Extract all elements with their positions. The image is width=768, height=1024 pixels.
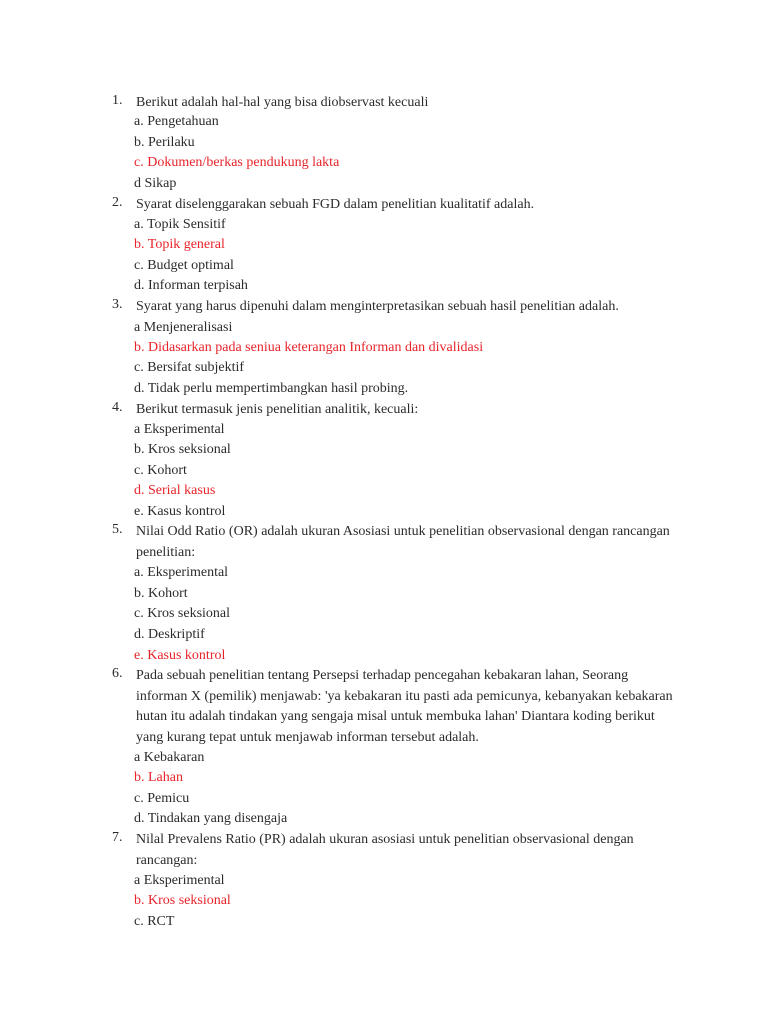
option-c-correct: c. Dokumen/berkas pendukung lakta [134, 155, 340, 170]
option-c: c. Kohort [134, 463, 187, 478]
option-c: c. RCT [134, 914, 175, 929]
option-a: a Menjeneralisasi [134, 320, 233, 335]
option-b-correct: b. Didasarkan pada seniua keterangan Informan dan divalidasi [134, 340, 484, 355]
option-c: c. Bersifat subjektif [134, 360, 245, 375]
question-text: Pada sebuah penelitian tentang Persepsi terhadap pencegahan kebakaran lahan, Seorang informan X (pemilik) menjawab: 'ya kebakaran itu pasti ada pemicunya, kebanyakan kebakaran hutan itu adalah tindakan yang sengaja misal untuk membuka lahan' Diantara koding berikut yang kurang tepat untuk menjawab informan tersebut adalah. [136, 668, 673, 745]
option-a: a Eksperimental [134, 873, 225, 888]
option-d: d. Informan terpisah [134, 278, 248, 293]
option-a: a. Pengetahuan [134, 114, 219, 129]
option-c: c. Kros seksional [134, 606, 231, 621]
option-d: d Sikap [134, 176, 177, 191]
question-text: Syarat diselenggarakan sebuah FGD dalam penelitian kualitatif adalah. [136, 197, 535, 212]
option-a: a. Topik Sensitif [134, 217, 226, 232]
question-number: 3. [112, 297, 123, 312]
option-d: d. Tidak perlu mempertimbangkan hasil probing. [134, 381, 409, 396]
question-text: Berikut termasuk jenis penelitian analitik, kecuali: [136, 402, 419, 417]
option-d: d. Deskriptif [134, 627, 205, 642]
question-text: Nilal Prevalens Ratio (PR) adalah ukuran asosiasi untuk penelitian observasional dengan rancangan: [136, 832, 634, 868]
option-b: b. Kros seksional [134, 442, 231, 457]
question-number: 4. [112, 400, 123, 415]
question-number: 5. [112, 522, 123, 537]
option-a: a Kebakaran [134, 750, 205, 765]
question-text: Syarat yang harus dipenuhi dalam menginterpretasikan sebuah hasil penelitian adalah. [136, 299, 619, 314]
option-b-correct: b. Lahan [134, 770, 183, 785]
question-text: Nilai Odd Ratio (OR) adalah ukuran Asosiasi untuk penelitian observasional dengan rancangan penelitian: [136, 524, 670, 560]
question-text: Berikut adalah hal-hal yang bisa diobservast kecuali [136, 95, 429, 110]
option-b-correct: b. Topik general [134, 237, 225, 252]
option-c: c. Budget optimal [134, 258, 234, 273]
question-number: 2. [112, 195, 123, 210]
option-e: e. Kasus kontrol [134, 504, 226, 519]
option-e-correct: e. Kasus kontrol [134, 648, 226, 663]
option-a: a. Eksperimental [134, 565, 229, 580]
option-a: a Eksperimental [134, 422, 225, 437]
question-number: 7. [112, 830, 123, 845]
option-b-correct: b. Kros seksional [134, 893, 231, 908]
question-number: 6. [112, 666, 123, 681]
option-b: b. Perilaku [134, 135, 195, 150]
option-b: b. Kohort [134, 586, 188, 601]
option-d-correct: d. Serial kasus [134, 483, 216, 498]
option-d: d. Tindakan yang disengaja [134, 811, 288, 826]
option-c: c. Pemicu [134, 791, 190, 806]
question-number: 1. [112, 93, 123, 108]
